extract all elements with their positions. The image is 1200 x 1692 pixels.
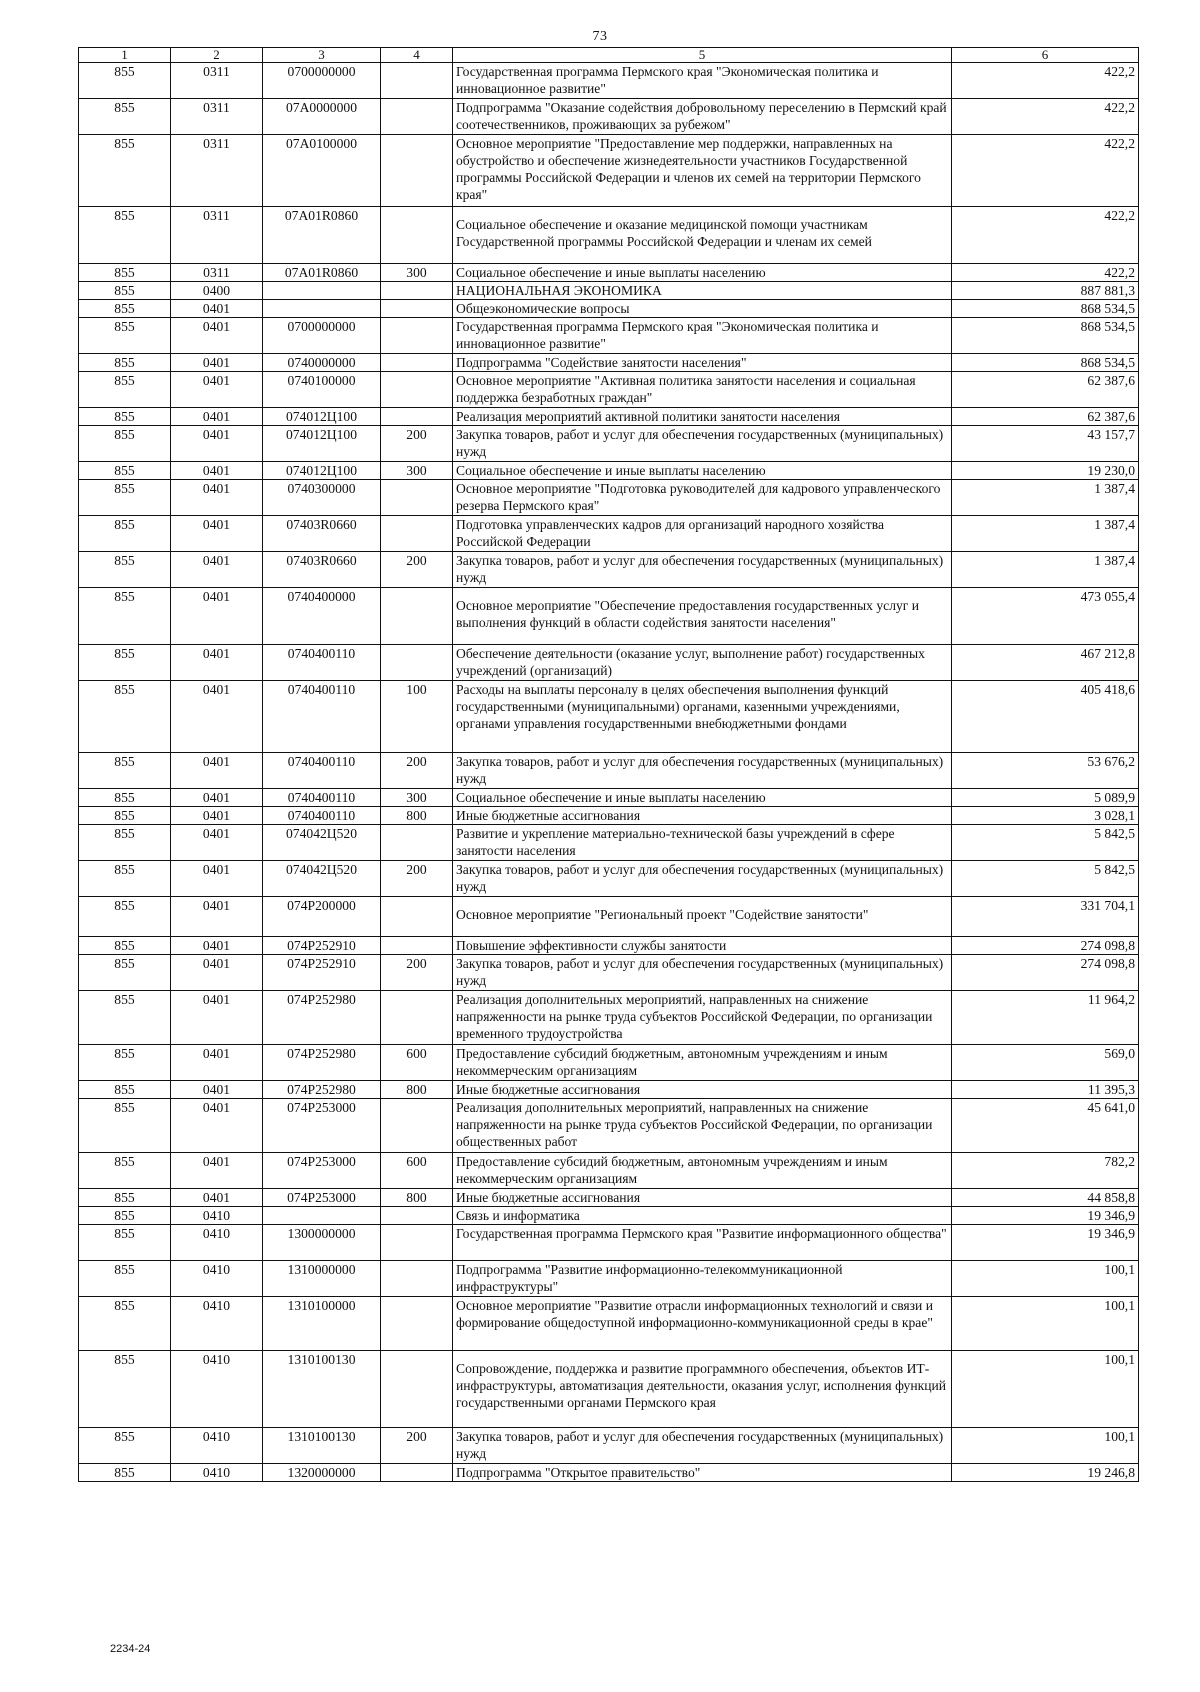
amount-cell: 868 534,5 <box>952 318 1139 354</box>
target-article-cell: 0740100000 <box>263 372 381 408</box>
table-row <box>79 991 1139 1045</box>
column-number-3: 3 <box>263 48 381 63</box>
admin-code-cell: 855 <box>79 753 171 789</box>
document-code: 2234-24 <box>110 1643 151 1655</box>
admin-code-cell: 855 <box>79 807 171 825</box>
target-article-cell: 0740400110 <box>263 807 381 825</box>
target-article-cell: 1320000000 <box>263 1464 381 1482</box>
table-row <box>79 1207 1139 1225</box>
target-article-cell: 074012Ц100 <box>263 426 381 462</box>
admin-code-cell: 855 <box>79 789 171 807</box>
amount-cell: 1 387,4 <box>952 552 1139 588</box>
section-code-cell: 0311 <box>171 135 263 207</box>
expense-type-cell: 300 <box>381 462 453 480</box>
amount-cell: 422,2 <box>952 99 1139 135</box>
description-cell: Социальное обеспечение и иные выплаты населению <box>453 264 952 282</box>
table-row <box>79 1189 1139 1207</box>
column-number-1: 1 <box>79 48 171 63</box>
expense-type-cell <box>381 1225 453 1261</box>
target-article-cell: 074P200000 <box>263 897 381 937</box>
section-code-cell: 0410 <box>171 1225 263 1261</box>
description-cell: Общеэкономические вопросы <box>453 300 952 318</box>
target-article-cell: 07403R0660 <box>263 552 381 588</box>
expense-type-cell <box>381 516 453 552</box>
description-cell: НАЦИОНАЛЬНАЯ ЭКОНОМИКА <box>453 282 952 300</box>
admin-code-cell: 855 <box>79 645 171 681</box>
admin-code-cell: 855 <box>79 300 171 318</box>
amount-cell: 100,1 <box>952 1261 1139 1297</box>
table-row <box>79 1045 1139 1081</box>
description-cell: Государственная программа Пермского края "Развитие информационного общества" <box>453 1225 952 1261</box>
amount-cell: 44 858,8 <box>952 1189 1139 1207</box>
description-cell: Предоставление субсидий бюджетным, автономным учреждениям и иным некоммерческим организациям <box>453 1153 952 1189</box>
admin-code-cell: 855 <box>79 1153 171 1189</box>
description-cell: Закупка товаров, работ и услуг для обеспечения государственных (муниципальных) нужд <box>453 1428 952 1464</box>
table-row <box>79 207 1139 264</box>
amount-cell: 887 881,3 <box>952 282 1139 300</box>
expense-type-cell <box>381 99 453 135</box>
table-row <box>79 264 1139 282</box>
section-code-cell: 0401 <box>171 408 263 426</box>
expense-type-cell <box>381 937 453 955</box>
table-row <box>79 789 1139 807</box>
admin-code-cell: 855 <box>79 991 171 1045</box>
target-article-cell: 1310100000 <box>263 1297 381 1351</box>
target-article-cell: 074042Ц520 <box>263 825 381 861</box>
table-row <box>79 516 1139 552</box>
admin-code-cell: 855 <box>79 354 171 372</box>
section-code-cell: 0311 <box>171 207 263 264</box>
expense-type-cell <box>381 1099 453 1153</box>
table-row <box>79 1351 1139 1428</box>
description-cell: Основное мероприятие "Предоставление мер поддержки, направленных на обустройство и обеспечение жизнедеятельности участников Государственной программы Российской Федерации и членов их семей на территории Пермского края" <box>453 135 952 207</box>
expense-type-cell <box>381 991 453 1045</box>
description-cell: Иные бюджетные ассигнования <box>453 807 952 825</box>
admin-code-cell: 855 <box>79 955 171 991</box>
section-code-cell: 0401 <box>171 1189 263 1207</box>
admin-code-cell: 855 <box>79 207 171 264</box>
expense-type-cell <box>381 318 453 354</box>
amount-cell: 5 842,5 <box>952 825 1139 861</box>
target-article-cell: 1300000000 <box>263 1225 381 1261</box>
description-cell: Иные бюджетные ассигнования <box>453 1189 952 1207</box>
amount-cell: 62 387,6 <box>952 372 1139 408</box>
target-article-cell: 07403R0660 <box>263 516 381 552</box>
target-article-cell: 074P252980 <box>263 1081 381 1099</box>
description-cell: Повышение эффективности службы занятости <box>453 937 952 955</box>
expense-type-cell <box>381 207 453 264</box>
table-row <box>79 552 1139 588</box>
section-code-cell: 0410 <box>171 1351 263 1428</box>
amount-cell: 19 246,8 <box>952 1464 1139 1482</box>
description-cell: Государственная программа Пермского края "Экономическая политика и инновационное развитие" <box>453 318 952 354</box>
target-article-cell: 074P252910 <box>263 937 381 955</box>
table-row <box>79 807 1139 825</box>
column-number-4: 4 <box>381 48 453 63</box>
expense-type-cell <box>381 588 453 645</box>
amount-cell: 1 387,4 <box>952 480 1139 516</box>
description-cell: Закупка товаров, работ и услуг для обеспечения государственных (муниципальных) нужд <box>453 753 952 789</box>
expense-type-cell: 200 <box>381 426 453 462</box>
page-number: 73 <box>592 29 608 44</box>
table-row <box>79 1464 1139 1482</box>
admin-code-cell: 855 <box>79 426 171 462</box>
section-code-cell: 0410 <box>171 1207 263 1225</box>
admin-code-cell: 855 <box>79 825 171 861</box>
amount-cell: 422,2 <box>952 135 1139 207</box>
section-code-cell: 0401 <box>171 645 263 681</box>
table-row <box>79 354 1139 372</box>
budget-rows <box>79 63 1139 1482</box>
section-code-cell: 0401 <box>171 516 263 552</box>
target-article-cell: 07А0000000 <box>263 99 381 135</box>
amount-cell: 19 346,9 <box>952 1207 1139 1225</box>
target-article-cell: 074P253000 <box>263 1099 381 1153</box>
admin-code-cell: 855 <box>79 588 171 645</box>
amount-cell: 45 641,0 <box>952 1099 1139 1153</box>
amount-cell: 11 395,3 <box>952 1081 1139 1099</box>
amount-cell: 405 418,6 <box>952 681 1139 753</box>
description-cell: Закупка товаров, работ и услуг для обеспечения государственных (муниципальных) нужд <box>453 426 952 462</box>
section-code-cell: 0401 <box>171 1099 263 1153</box>
target-article-cell: 0700000000 <box>263 63 381 99</box>
table-row <box>79 825 1139 861</box>
table-row <box>79 1099 1139 1153</box>
table-row <box>79 462 1139 480</box>
expense-type-cell <box>381 1207 453 1225</box>
table-row <box>79 426 1139 462</box>
description-cell: Подпрограмма "Содействие занятости населения" <box>453 354 952 372</box>
description-cell: Закупка товаров, работ и услуг для обеспечения государственных (муниципальных) нужд <box>453 552 952 588</box>
target-article-cell <box>263 300 381 318</box>
description-cell: Основное мероприятие "Развитие отрасли информационных технологий и связи и формирование общедоступной информационно-коммуникационной среды в крае" <box>453 1297 952 1351</box>
table-row <box>79 955 1139 991</box>
target-article-cell: 0740300000 <box>263 480 381 516</box>
section-code-cell: 0400 <box>171 282 263 300</box>
amount-cell: 1 387,4 <box>952 516 1139 552</box>
amount-cell: 19 346,9 <box>952 1225 1139 1261</box>
amount-cell: 53 676,2 <box>952 753 1139 789</box>
admin-code-cell: 855 <box>79 462 171 480</box>
admin-code-cell: 855 <box>79 1428 171 1464</box>
amount-cell: 43 157,7 <box>952 426 1139 462</box>
table-row <box>79 897 1139 937</box>
target-article-cell: 1310100130 <box>263 1428 381 1464</box>
admin-code-cell: 855 <box>79 264 171 282</box>
admin-code-cell: 855 <box>79 1045 171 1081</box>
table-row <box>79 645 1139 681</box>
section-code-cell: 0401 <box>171 1045 263 1081</box>
table-row <box>79 681 1139 753</box>
target-article-cell: 07А01R0860 <box>263 264 381 282</box>
target-article-cell: 0740400000 <box>263 588 381 645</box>
description-cell: Подпрограмма "Открытое правительство" <box>453 1464 952 1482</box>
amount-cell: 62 387,6 <box>952 408 1139 426</box>
section-code-cell: 0401 <box>171 426 263 462</box>
admin-code-cell: 855 <box>79 1081 171 1099</box>
expense-type-cell: 600 <box>381 1153 453 1189</box>
section-code-cell: 0401 <box>171 372 263 408</box>
expense-type-cell <box>381 645 453 681</box>
table-row <box>79 1081 1139 1099</box>
expense-type-cell: 200 <box>381 861 453 897</box>
table-row <box>79 63 1139 99</box>
admin-code-cell: 855 <box>79 135 171 207</box>
expense-type-cell <box>381 1351 453 1428</box>
expense-type-cell: 600 <box>381 1045 453 1081</box>
target-article-cell: 074P252980 <box>263 991 381 1045</box>
section-code-cell: 0410 <box>171 1297 263 1351</box>
target-article-cell: 0740400110 <box>263 681 381 753</box>
target-article-cell: 074012Ц100 <box>263 408 381 426</box>
expense-type-cell: 200 <box>381 552 453 588</box>
expense-type-cell: 200 <box>381 955 453 991</box>
section-code-cell: 0401 <box>171 462 263 480</box>
amount-cell: 782,2 <box>952 1153 1139 1189</box>
description-cell: Закупка товаров, работ и услуг для обеспечения государственных (муниципальных) нужд <box>453 861 952 897</box>
section-code-cell: 0401 <box>171 897 263 937</box>
expense-type-cell: 200 <box>381 1428 453 1464</box>
section-code-cell: 0401 <box>171 1081 263 1099</box>
table-row <box>79 1225 1139 1261</box>
description-cell: Основное мероприятие "Подготовка руководителей для кадрового управленческого резерва Пермского края" <box>453 480 952 516</box>
amount-cell: 422,2 <box>952 207 1139 264</box>
admin-code-cell: 855 <box>79 99 171 135</box>
section-code-cell: 0401 <box>171 789 263 807</box>
section-code-cell: 0401 <box>171 1153 263 1189</box>
expense-type-cell: 200 <box>381 753 453 789</box>
table-row <box>79 480 1139 516</box>
admin-code-cell: 855 <box>79 480 171 516</box>
target-article-cell: 0740400110 <box>263 789 381 807</box>
description-cell: Основное мероприятие "Региональный проект "Содействие занятости" <box>453 897 952 937</box>
amount-cell: 11 964,2 <box>952 991 1139 1045</box>
expense-type-cell: 100 <box>381 681 453 753</box>
description-cell: Развитие и укрепление материально-технической базы учреждений в сфере занятости населения <box>453 825 952 861</box>
section-code-cell: 0410 <box>171 1428 263 1464</box>
description-cell: Обеспечение деятельности (оказание услуг, выполнение работ) государственных учреждений (организаций) <box>453 645 952 681</box>
admin-code-cell: 855 <box>79 372 171 408</box>
admin-code-cell: 855 <box>79 1351 171 1428</box>
table-row <box>79 372 1139 408</box>
expense-type-cell <box>381 1297 453 1351</box>
table-row <box>79 861 1139 897</box>
target-article-cell: 074P252910 <box>263 955 381 991</box>
expense-type-cell: 800 <box>381 1189 453 1207</box>
expense-type-cell <box>381 354 453 372</box>
description-cell: Реализация мероприятий активной политики занятости населения <box>453 408 952 426</box>
expense-type-cell <box>381 1464 453 1482</box>
section-code-cell: 0401 <box>171 937 263 955</box>
target-article-cell: 074P252980 <box>263 1045 381 1081</box>
description-cell: Сопровождение, поддержка и развитие программного обеспечения, объектов ИТ-инфраструктуры, автоматизация деятельности, оказания услуг, исполнения функций государственными органами Пермского края <box>453 1351 952 1428</box>
table-row <box>79 1153 1139 1189</box>
target-article-cell: 0740400110 <box>263 753 381 789</box>
target-article-cell: 0740000000 <box>263 354 381 372</box>
amount-cell: 422,2 <box>952 264 1139 282</box>
table-row <box>79 753 1139 789</box>
expense-type-cell <box>381 63 453 99</box>
section-code-cell: 0401 <box>171 480 263 516</box>
table-row <box>79 1297 1139 1351</box>
description-cell: Основное мероприятие "Обеспечение предоставления государственных услуг и выполнения функций в области содействия занятости населения" <box>453 588 952 645</box>
column-number-2: 2 <box>171 48 263 63</box>
amount-cell: 100,1 <box>952 1428 1139 1464</box>
admin-code-cell: 855 <box>79 408 171 426</box>
description-cell: Иные бюджетные ассигнования <box>453 1081 952 1099</box>
section-code-cell: 0311 <box>171 99 263 135</box>
section-code-cell: 0401 <box>171 354 263 372</box>
expense-type-cell <box>381 480 453 516</box>
table-row <box>79 1428 1139 1464</box>
amount-cell: 331 704,1 <box>952 897 1139 937</box>
table-row <box>79 937 1139 955</box>
amount-cell: 5 089,9 <box>952 789 1139 807</box>
column-number-5: 5 <box>453 48 952 63</box>
target-article-cell: 074P253000 <box>263 1153 381 1189</box>
amount-cell: 467 212,8 <box>952 645 1139 681</box>
target-article-cell: 1310100130 <box>263 1351 381 1428</box>
amount-cell: 473 055,4 <box>952 588 1139 645</box>
description-cell: Социальное обеспечение и оказание медицинской помощи участникам Государственной программы Российской Федерации и членам их семей <box>453 207 952 264</box>
target-article-cell <box>263 282 381 300</box>
table-row <box>79 282 1139 300</box>
admin-code-cell: 855 <box>79 63 171 99</box>
target-article-cell: 0700000000 <box>263 318 381 354</box>
amount-cell: 3 028,1 <box>952 807 1139 825</box>
target-article-cell: 074P253000 <box>263 1189 381 1207</box>
admin-code-cell: 855 <box>79 1099 171 1153</box>
target-article-cell: 1310000000 <box>263 1261 381 1297</box>
description-cell: Расходы на выплаты персоналу в целях обеспечения выполнения функций государственными (муниципальными) органами, казенными учреждениями, органами управления государственными внебюджетными фондами <box>453 681 952 753</box>
amount-cell: 274 098,8 <box>952 937 1139 955</box>
target-article-cell <box>263 1207 381 1225</box>
table-row <box>79 135 1139 207</box>
table-row <box>79 318 1139 354</box>
amount-cell: 100,1 <box>952 1351 1139 1428</box>
table-row <box>79 1261 1139 1297</box>
amount-cell: 868 534,5 <box>952 354 1139 372</box>
admin-code-cell: 855 <box>79 1297 171 1351</box>
section-code-cell: 0311 <box>171 264 263 282</box>
table-row <box>79 588 1139 645</box>
description-cell: Предоставление субсидий бюджетным, автономным учреждениям и иным некоммерческим организациям <box>453 1045 952 1081</box>
admin-code-cell: 855 <box>79 897 171 937</box>
admin-code-cell: 855 <box>79 1189 171 1207</box>
admin-code-cell: 855 <box>79 552 171 588</box>
admin-code-cell: 855 <box>79 1225 171 1261</box>
admin-code-cell: 855 <box>79 1464 171 1482</box>
table-row <box>79 300 1139 318</box>
admin-code-cell: 855 <box>79 318 171 354</box>
target-article-cell: 07А01R0860 <box>263 207 381 264</box>
admin-code-cell: 855 <box>79 516 171 552</box>
expense-type-cell <box>381 300 453 318</box>
expense-type-cell <box>381 408 453 426</box>
column-number-6: 6 <box>952 48 1139 63</box>
section-code-cell: 0401 <box>171 681 263 753</box>
description-cell: Государственная программа Пермского края "Экономическая политика и инновационное развитие" <box>453 63 952 99</box>
description-cell: Социальное обеспечение и иные выплаты населению <box>453 462 952 480</box>
description-cell: Связь и информатика <box>453 1207 952 1225</box>
description-cell: Социальное обеспечение и иные выплаты населению <box>453 789 952 807</box>
expense-type-cell <box>381 372 453 408</box>
description-cell: Реализация дополнительных мероприятий, направленных на снижение напряженности на рынке труда субъектов Российской Федерации, по организации временного трудоустройства <box>453 991 952 1045</box>
expense-type-cell: 800 <box>381 1081 453 1099</box>
target-article-cell: 074012Ц100 <box>263 462 381 480</box>
section-code-cell: 0401 <box>171 807 263 825</box>
expense-type-cell: 300 <box>381 264 453 282</box>
amount-cell: 5 842,5 <box>952 861 1139 897</box>
admin-code-cell: 855 <box>79 1207 171 1225</box>
expense-type-cell <box>381 135 453 207</box>
section-code-cell: 0410 <box>171 1464 263 1482</box>
section-code-cell: 0401 <box>171 955 263 991</box>
amount-cell: 274 098,8 <box>952 955 1139 991</box>
description-cell: Подготовка управленческих кадров для организаций народного хозяйства Российской Федерации <box>453 516 952 552</box>
section-code-cell: 0401 <box>171 552 263 588</box>
amount-cell: 422,2 <box>952 63 1139 99</box>
admin-code-cell: 855 <box>79 282 171 300</box>
description-cell: Основное мероприятие "Активная политика занятости населения и социальная поддержка безработных граждан" <box>453 372 952 408</box>
admin-code-cell: 855 <box>79 937 171 955</box>
section-code-cell: 0401 <box>171 318 263 354</box>
target-article-cell: 074042Ц520 <box>263 861 381 897</box>
table-row <box>79 408 1139 426</box>
column-number-header-row <box>79 48 1139 63</box>
amount-cell: 868 534,5 <box>952 300 1139 318</box>
description-cell: Подпрограмма "Оказание содействия добровольному переселению в Пермский край соотечественников, проживающих за рубежом" <box>453 99 952 135</box>
section-code-cell: 0401 <box>171 991 263 1045</box>
expense-type-cell <box>381 282 453 300</box>
table-row <box>79 99 1139 135</box>
description-cell: Подпрограмма "Развитие информационно-телекоммуникационной инфраструктуры" <box>453 1261 952 1297</box>
amount-cell: 100,1 <box>952 1297 1139 1351</box>
description-cell: Реализация дополнительных мероприятий, направленных на снижение напряженности на рынке труда субъектов Российской Федерации, по организации общественных работ <box>453 1099 952 1153</box>
target-article-cell: 07А0100000 <box>263 135 381 207</box>
expense-type-cell <box>381 897 453 937</box>
admin-code-cell: 855 <box>79 861 171 897</box>
section-code-cell: 0401 <box>171 300 263 318</box>
section-code-cell: 0410 <box>171 1261 263 1297</box>
admin-code-cell: 855 <box>79 681 171 753</box>
section-code-cell: 0401 <box>171 588 263 645</box>
amount-cell: 19 230,0 <box>952 462 1139 480</box>
admin-code-cell: 855 <box>79 1261 171 1297</box>
section-code-cell: 0401 <box>171 861 263 897</box>
budget-table <box>78 47 1139 1482</box>
target-article-cell: 0740400110 <box>263 645 381 681</box>
section-code-cell: 0311 <box>171 63 263 99</box>
section-code-cell: 0401 <box>171 753 263 789</box>
section-code-cell: 0401 <box>171 825 263 861</box>
expense-type-cell: 300 <box>381 789 453 807</box>
description-cell: Закупка товаров, работ и услуг для обеспечения государственных (муниципальных) нужд <box>453 955 952 991</box>
expense-type-cell <box>381 1261 453 1297</box>
expense-type-cell: 800 <box>381 807 453 825</box>
expense-type-cell <box>381 825 453 861</box>
amount-cell: 569,0 <box>952 1045 1139 1081</box>
